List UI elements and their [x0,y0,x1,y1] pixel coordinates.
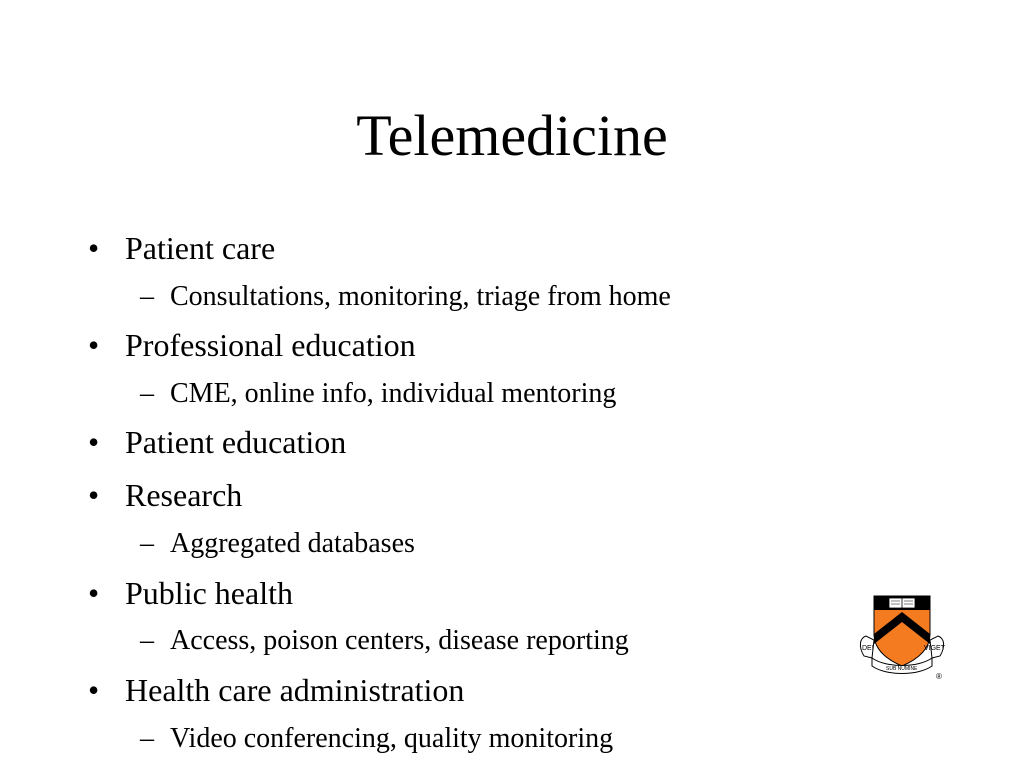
dash-marker: – [140,625,154,656]
sub-item-text: Aggregated databases [170,528,415,559]
motto-right-text: VIGET [924,645,946,652]
sub-item-text: Video conferencing, quality monitoring [170,723,614,754]
slide-title: Telemedicine [356,103,668,168]
registered-mark: ® [936,672,942,681]
bullet-text: Public health [125,575,293,611]
bullet-marker: • [88,230,100,266]
bullet-marker: • [88,672,100,708]
dash-marker: – [140,723,154,754]
sub-item-text: Consultations, monitoring, triage from home [170,281,671,312]
bullet-marker: • [88,575,100,611]
bullet-text: Patient education [125,424,347,460]
bullet-text: Professional education [125,327,416,363]
bullet-marker: • [88,477,100,513]
bullet-text: Research [125,477,243,513]
dash-marker: – [140,528,154,559]
bullet-text: Health care administration [125,672,465,708]
bullet-text: Patient care [125,230,276,266]
sub-item-text: Access, poison centers, disease reporting [170,625,629,656]
dash-marker: – [140,378,154,409]
motto-bottom-text: SUB NUMINE [886,666,918,672]
motto-left-text: DEI [862,645,874,652]
bullet-marker: • [88,424,100,460]
bullet-marker: • [88,327,100,363]
dash-marker: – [140,281,154,312]
princeton-shield-icon [856,586,948,682]
sub-item-text: CME, online info, individual mentoring [170,378,617,409]
